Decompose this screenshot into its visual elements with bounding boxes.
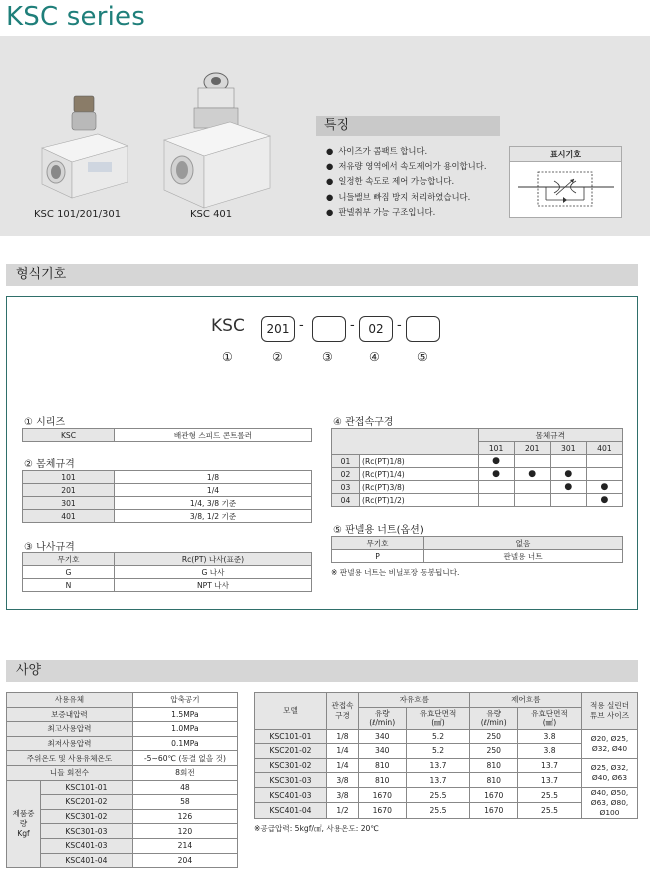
spec-value: 1.5MPa (132, 707, 237, 722)
table-row (255, 693, 638, 708)
spec-label: 보증내압력 (7, 707, 133, 722)
table-cell (550, 455, 586, 468)
table-cell: 1670 (359, 787, 407, 803)
weight-value: 58 (132, 795, 237, 810)
table-cell: G 나사 (115, 566, 312, 579)
table-cell: NPT 나사 (115, 579, 312, 592)
panel-nut-note: ※ 판넬용 너트는 비닐포장 동봉됩니다. (331, 568, 460, 577)
table-row (255, 787, 638, 803)
table-cell (332, 429, 479, 455)
table-cell: 무기호 (332, 537, 424, 550)
table-row (332, 550, 623, 563)
table-cell: 3/8 (327, 787, 359, 803)
table-header: 301 (550, 442, 586, 455)
table-cell: 25.5 (517, 803, 581, 819)
table-row (332, 481, 623, 494)
panel-nut-title: ⑤ 판넬용 너트(옵션) (333, 525, 424, 536)
compatibility-dot-icon: ● (478, 468, 514, 481)
code-number-3: ③ (322, 350, 333, 364)
flow-header-ctrl: 제어흐름 (470, 693, 582, 708)
flow-header-flow: 유량 (ℓ/min) (470, 707, 518, 729)
table-cell: 101 (23, 471, 115, 484)
table-cell: 25.5 (406, 787, 470, 803)
table-row (7, 751, 238, 766)
features-list (326, 144, 487, 220)
spec-label: 최저사용압력 (7, 736, 133, 751)
table-row (332, 537, 623, 550)
model-code-dash: - (299, 318, 304, 333)
table-row (255, 729, 638, 744)
table-row (23, 566, 312, 579)
section-model-heading: 형식기호 (6, 264, 638, 286)
table-cell: 301 (23, 497, 115, 510)
flow-header-area: 유효단면적 (㎟) (406, 707, 470, 729)
table-cell: 없음 (424, 537, 623, 550)
spec-value: 압축공기 (132, 693, 237, 708)
spec-value: 8회전 (132, 765, 237, 780)
flow-control-symbol-icon (510, 162, 621, 217)
model-code-box-port: 02 (359, 316, 393, 342)
table-cell: (Rc(PT)3/8) (360, 481, 479, 494)
series-table (22, 428, 312, 442)
tube-size-cell: Ø20, Ø25, Ø32, Ø40 (582, 729, 638, 758)
flow-header-area: 유효단면적 (㎟) (517, 707, 581, 729)
table-cell: KSC301-02 (255, 758, 327, 773)
table-header: 201 (514, 442, 550, 455)
symbol-heading: 표시기호 (510, 147, 621, 162)
series-title: ① 시리즈 (24, 417, 66, 428)
table-cell: 1/8 (115, 471, 312, 484)
table-row (23, 471, 312, 484)
weight-value: 214 (132, 838, 237, 853)
table-cell: 5.2 (406, 729, 470, 744)
flow-header-tube: 적용 실린더 튜브 사이즈 (582, 693, 638, 730)
product-label-large: KSC 401 (190, 209, 233, 220)
table-cell: 1670 (470, 803, 518, 819)
port-table (331, 428, 623, 507)
compatibility-dot-icon: ● (514, 468, 550, 481)
table-row (7, 780, 238, 795)
table-cell (478, 494, 514, 507)
compatibility-dot-icon: ● (550, 468, 586, 481)
table-cell: 13.7 (517, 773, 581, 788)
spec-value: -5~60℃ (동결 없을 것) (132, 751, 237, 766)
weight-label: 제품중량 Kgf (7, 780, 41, 868)
table-cell: 1/4 (327, 758, 359, 773)
tube-size-cell: Ø40, Ø50, Ø63, Ø80, Ø100 (582, 787, 638, 818)
table-row (255, 803, 638, 819)
body-size-title: ② 몸체규격 (24, 459, 75, 470)
table-cell: 02 (332, 468, 360, 481)
model-code-box-thread (312, 316, 346, 342)
feature-item: ● 사이즈가 콤팩트 합니다. (326, 144, 487, 159)
section-spec-heading: 사양 (6, 660, 638, 682)
table-cell: (Rc(PT)1/4) (360, 468, 479, 481)
table-cell: 3.8 (517, 729, 581, 744)
table-cell: 3.8 (517, 744, 581, 759)
table-row (23, 484, 312, 497)
weight-model: KSC401-03 (41, 838, 133, 853)
model-code-dash: - (350, 318, 355, 333)
spec-label: 니들 회전수 (7, 765, 133, 780)
table-cell: 401 (23, 510, 115, 523)
table-cell: 810 (470, 773, 518, 788)
tube-size-cell: Ø25, Ø32, Ø40, Ø63 (582, 758, 638, 787)
table-cell (514, 455, 550, 468)
table-cell: 201 (23, 484, 115, 497)
code-number-2: ② (272, 350, 283, 364)
flow-header-model: 모델 (255, 693, 327, 730)
weight-model: KSC401-04 (41, 853, 133, 868)
table-cell: KSC (23, 429, 115, 442)
table-cell (586, 455, 622, 468)
table-cell: 1670 (470, 787, 518, 803)
product-image-small (36, 92, 128, 200)
spec-label: 사용유체 (7, 693, 133, 708)
table-cell (514, 494, 550, 507)
table-row (23, 497, 312, 510)
flow-table (254, 692, 638, 819)
table-cell: KSC201-02 (255, 744, 327, 759)
model-code-prefix: KSC (211, 316, 245, 336)
table-cell: 01 (332, 455, 360, 468)
compatibility-dot-icon: ● (550, 481, 586, 494)
spec-label: 주위온도 및 사용유체온도 (7, 751, 133, 766)
table-cell: 1/2 (327, 803, 359, 819)
table-cell: 340 (359, 729, 407, 744)
table-cell: (Rc(PT)1/8) (360, 455, 479, 468)
table-row (255, 744, 638, 759)
table-row (7, 809, 238, 824)
table-row (255, 773, 638, 788)
product-panel (0, 36, 650, 236)
table-header: 401 (586, 442, 622, 455)
table-cell: 3/8 (327, 773, 359, 788)
table-cell: (Rc(PT)1/2) (360, 494, 479, 507)
weight-model: KSC301-03 (41, 824, 133, 839)
table-cell (514, 481, 550, 494)
table-cell: 1670 (359, 803, 407, 819)
table-row (332, 468, 623, 481)
table-row (7, 853, 238, 868)
code-number-1: ① (222, 350, 233, 364)
compatibility-dot-icon: ● (586, 494, 622, 507)
table-row (332, 429, 623, 442)
table-row (23, 553, 312, 566)
table-cell (586, 468, 622, 481)
table-row (7, 838, 238, 853)
table-cell: 13.7 (406, 758, 470, 773)
table-cell: 판넬용 너트 (424, 550, 623, 563)
table-header-group: 몸체규격 (478, 429, 622, 442)
table-cell: 1/4 (327, 744, 359, 759)
feature-item: ● 니들밸브 빠짐 방지 처리하였습니다. (326, 190, 487, 205)
table-row (255, 758, 638, 773)
table-row (7, 707, 238, 722)
table-cell (550, 494, 586, 507)
table-cell: KSC301-03 (255, 773, 327, 788)
table-row (7, 795, 238, 810)
table-cell: KSC401-04 (255, 803, 327, 819)
table-cell: 1/4, 3/8 기준 (115, 497, 312, 510)
table-row (23, 429, 312, 442)
table-cell: 340 (359, 744, 407, 759)
table-row (23, 579, 312, 592)
table-cell: G (23, 566, 115, 579)
table-cell: 5.2 (406, 744, 470, 759)
weight-value: 48 (132, 780, 237, 795)
flow-header-port: 관접속 구경 (327, 693, 359, 730)
table-cell: 무기호 (23, 553, 115, 566)
table-cell: 배관형 스피드 콘트롤러 (115, 429, 312, 442)
table-row (7, 824, 238, 839)
page-title: KSC series (6, 2, 145, 32)
table-cell: KSC101-01 (255, 729, 327, 744)
compatibility-dot-icon: ● (478, 455, 514, 468)
table-cell: 250 (470, 744, 518, 759)
flow-header-free: 자유흐름 (359, 693, 470, 708)
table-cell: 810 (470, 758, 518, 773)
table-cell: 3/8, 1/2 기준 (115, 510, 312, 523)
table-cell: P (332, 550, 424, 563)
feature-item: ● 일정한 속도로 제어 가능합니다. (326, 174, 487, 189)
weight-value: 126 (132, 809, 237, 824)
table-header: 101 (478, 442, 514, 455)
spec-value: 0.1MPa (132, 736, 237, 751)
table-cell: Rc(PT) 나사(표준) (115, 553, 312, 566)
table-cell (478, 481, 514, 494)
table-cell: 1/4 (115, 484, 312, 497)
table-row (7, 722, 238, 737)
table-cell: 03 (332, 481, 360, 494)
table-cell: 25.5 (517, 787, 581, 803)
product-image-large (160, 70, 272, 210)
table-row (7, 765, 238, 780)
table-cell: N (23, 579, 115, 592)
panel-nut-table (331, 536, 623, 563)
table-cell: 04 (332, 494, 360, 507)
table-row (7, 693, 238, 708)
table-cell: 810 (359, 758, 407, 773)
feature-item: ● 저유량 영역에서 속도제어가 용이합니다. (326, 159, 487, 174)
compatibility-dot-icon: ● (586, 481, 622, 494)
weight-value: 120 (132, 824, 237, 839)
symbol-box (509, 146, 622, 218)
table-cell: 1/8 (327, 729, 359, 744)
spec-table (6, 692, 238, 868)
weight-model: KSC301-02 (41, 809, 133, 824)
weight-value: 204 (132, 853, 237, 868)
thread-title: ③ 나사규격 (24, 542, 75, 553)
table-cell: KSC401-03 (255, 787, 327, 803)
weight-model: KSC101-01 (41, 780, 133, 795)
flow-note: ※공급압력: 5kgf/㎠, 사용온도: 20℃ (254, 824, 379, 833)
table-row (23, 510, 312, 523)
table-row (332, 494, 623, 507)
weight-model: KSC201-02 (41, 795, 133, 810)
model-code-box-body: 201 (261, 316, 295, 342)
table-cell: 13.7 (406, 773, 470, 788)
spec-value: 1.0MPa (132, 722, 237, 737)
table-row (332, 455, 623, 468)
port-title: ④ 관접속구경 (333, 417, 394, 428)
code-number-4: ④ (369, 350, 380, 364)
table-cell: 13.7 (517, 758, 581, 773)
model-code-box-option (406, 316, 440, 342)
code-number-5: ⑤ (417, 350, 428, 364)
table-cell: 25.5 (406, 803, 470, 819)
feature-item: ● 판넬취부 가능 구조입니다. (326, 205, 487, 220)
table-cell: 250 (470, 729, 518, 744)
body-size-table (22, 470, 312, 523)
thread-table (22, 552, 312, 592)
flow-header-flow: 유량 (ℓ/min) (359, 707, 407, 729)
spec-label: 최고사용압력 (7, 722, 133, 737)
model-code-dash: - (397, 318, 402, 333)
features-heading: 특징 (316, 116, 500, 136)
table-row (7, 736, 238, 751)
table-cell: 810 (359, 773, 407, 788)
product-label-small: KSC 101/201/301 (34, 209, 122, 220)
